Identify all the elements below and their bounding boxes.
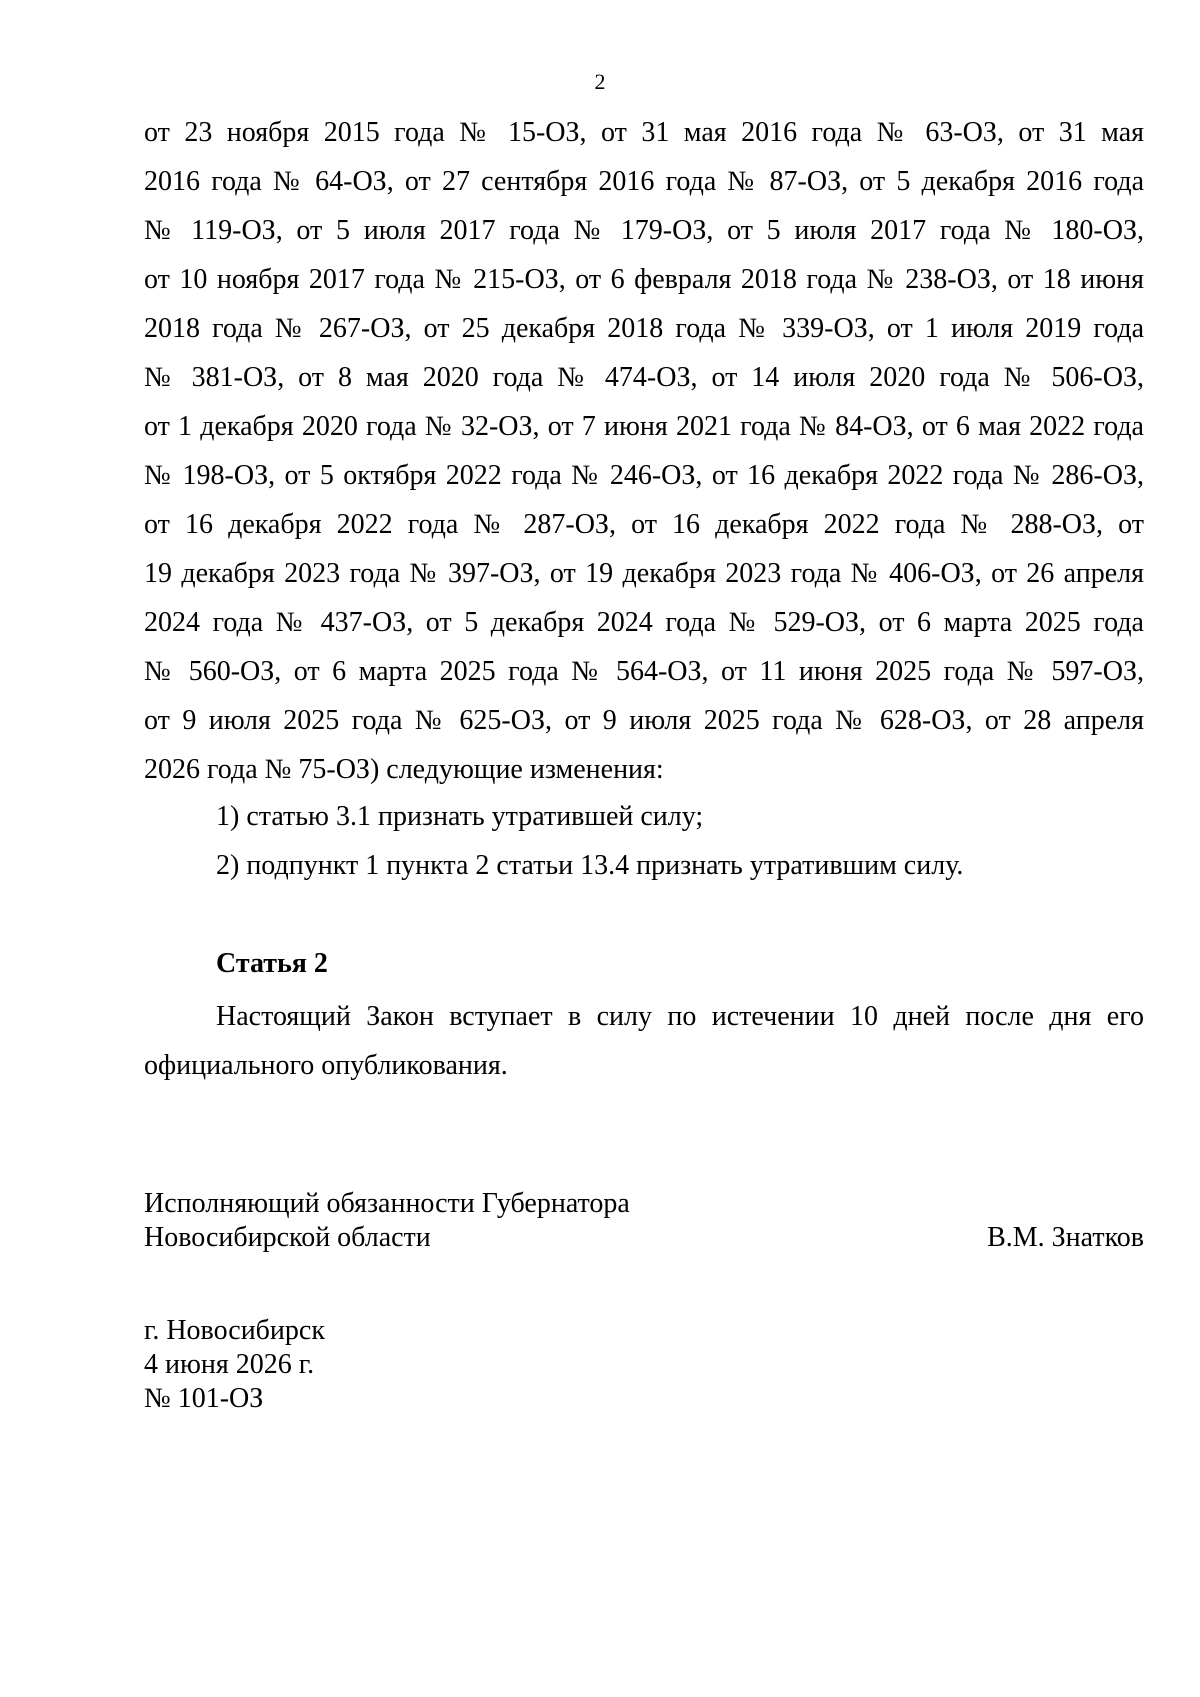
paragraph-line: 2016 года № 64-ОЗ, от 27 сентября 2016 года № 87-ОЗ, от 5 декабря 2016 года (144, 166, 1144, 197)
list-item: 1) статью 3.1 признать утратившей силу; (216, 801, 704, 832)
article-text (144, 992, 1144, 1090)
place-date-block (144, 1314, 325, 1416)
paragraph-line: № 119-ОЗ, от 5 июля 2017 года № 179-ОЗ, от 5 июля 2017 года № 180-ОЗ, (144, 215, 1144, 246)
city: г. Новосибирск (144, 1315, 325, 1346)
paragraph-line: от 10 ноября 2017 года № 215-ОЗ, от 6 февраля 2018 года № 238-ОЗ, от 18 июня (144, 264, 1144, 295)
paragraph-line: 2026 года № 75-ОЗ) следующие изменения: (144, 754, 664, 785)
list-item: 2) подпункт 1 пункта 2 статьи 13.4 признать утратившим силу. (216, 850, 964, 881)
article-line: Настоящий Закон вступает в силу по истечении 10 дней после дня его (216, 1001, 1144, 1032)
paragraph-line: от 23 ноября 2015 года № 15-ОЗ, от 31 мая 2016 года № 63-ОЗ, от 31 мая (144, 117, 1144, 148)
page-number: 2 (594, 69, 606, 94)
amendments-paragraph (144, 108, 1144, 794)
paragraph-line: № 381-ОЗ, от 8 мая 2020 года № 474-ОЗ, от 14 июля 2020 года № 506-ОЗ, (144, 362, 1144, 393)
article-heading: Статья 2 (216, 948, 328, 979)
paragraph-line: от 16 декабря 2022 года № 287-ОЗ, от 16 декабря 2022 года № 288-ОЗ, от (144, 509, 1144, 540)
paragraph-line: 19 декабря 2023 года № 397-ОЗ, от 19 декабря 2023 года № 406-ОЗ, от 26 апреля (144, 558, 1144, 589)
paragraph-line: № 198-ОЗ, от 5 октября 2022 года № 246-ОЗ, от 16 декабря 2022 года № 286-ОЗ, (144, 460, 1144, 491)
signatory-region: Новосибирской области (144, 1222, 431, 1253)
paragraph-line: от 9 июля 2025 года № 625-ОЗ, от 9 июля 2025 года № 628-ОЗ, от 28 апреля (144, 705, 1144, 736)
signatory-position: Исполняющий обязанности Губернатора (144, 1188, 630, 1219)
paragraph-line: 2018 года № 267-ОЗ, от 25 декабря 2018 года № 339-ОЗ, от 1 июля 2019 года (144, 313, 1144, 344)
signatory-name: В.М. Знатков (987, 1222, 1144, 1253)
article-line: официального опубликования. (144, 1050, 508, 1081)
date: 4 июня 2026 г. (144, 1349, 315, 1380)
paragraph-line: № 560-ОЗ, от 6 марта 2025 года № 564-ОЗ, от 11 июня 2025 года № 597-ОЗ, (144, 656, 1144, 687)
paragraph-line: от 1 декабря 2020 года № 32-ОЗ, от 7 июня 2021 года № 84-ОЗ, от 6 мая 2022 года (144, 411, 1144, 442)
paragraph-line: 2024 года № 437-ОЗ, от 5 декабря 2024 года № 529-ОЗ, от 6 марта 2025 года (144, 607, 1144, 638)
law-number: № 101-ОЗ (144, 1383, 264, 1414)
signature-block (144, 1187, 1144, 1255)
